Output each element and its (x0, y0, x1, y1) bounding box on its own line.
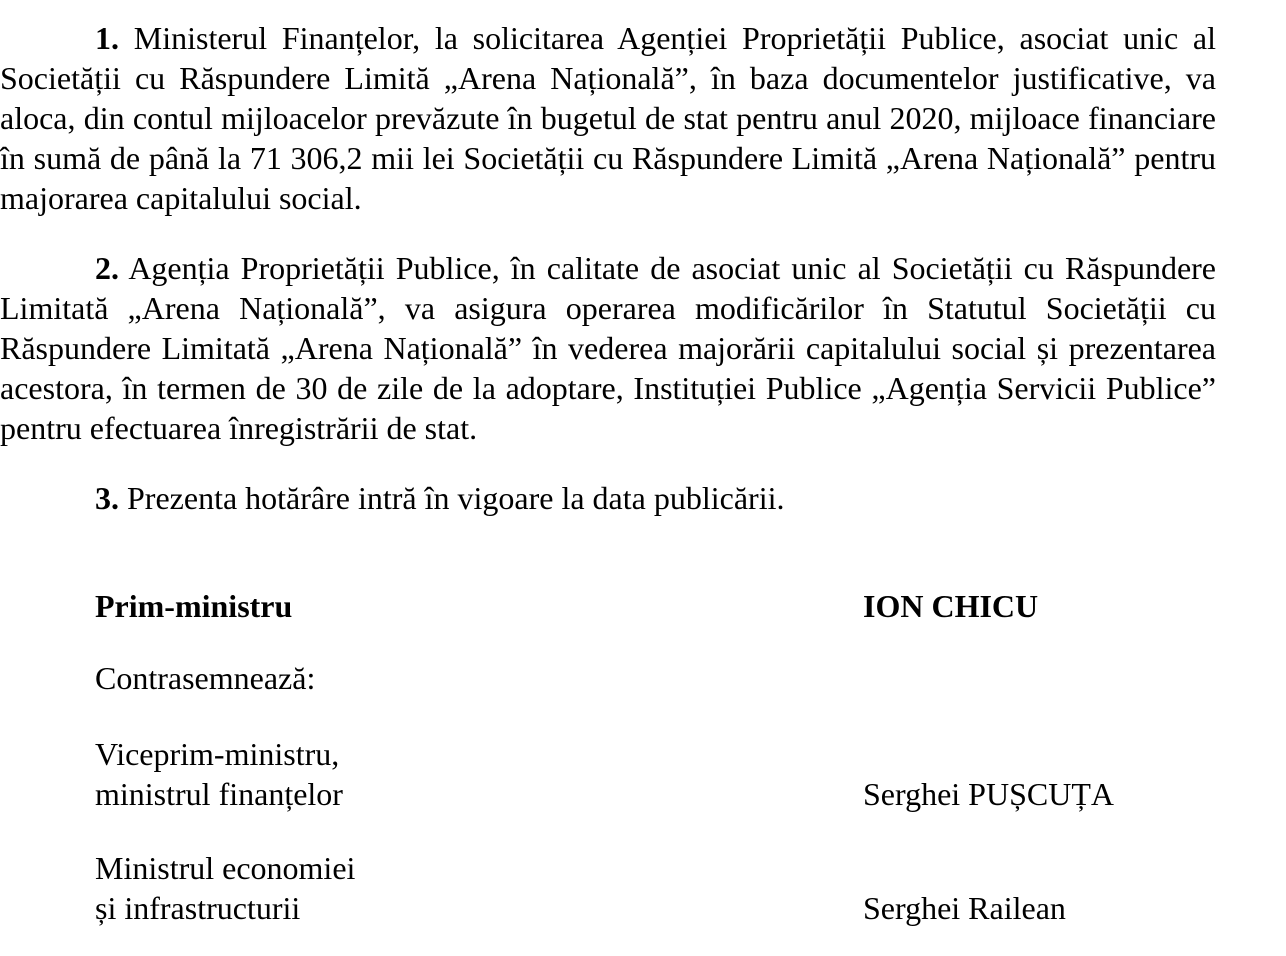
paragraph-1-text: Ministerul Finanțelor, la solicitarea Agenției Proprietății Publice, asociat unic al Societății cu Răspundere Limită „Arena Națională”, în baza documentelor justificative, va aloca, din contul mijloacelor prevăzute în bugetul de stat pentru anul 2020, mijloace financiare în sumă de până la 71 306,2 mii lei Societății cu Răspundere Limită „Arena Națională” pentru majorarea capitalului social. (0, 20, 1217, 216)
paragraph-3-number: 3. (95, 480, 119, 516)
paragraph-3-text: Prezenta hotărâre intră în vigoare la data publicării. (127, 480, 785, 516)
finance-minister-title-line2: ministrul finanțelor (95, 776, 343, 812)
paragraph-1 (0, 18, 1216, 218)
paragraph-3 (0, 478, 1216, 518)
economy-minister-name: Serghei Railean (863, 890, 1066, 926)
economy-minister-title-line1: Ministrul economiei (95, 850, 356, 886)
economy-minister-title-line2: și infrastructurii (95, 890, 301, 926)
paragraph-2-text: Agenția Proprietății Publice, în calitate de asociat unic al Societății cu Răspundere Limitată „Arena Națională”, va asigura operarea modificărilor în Statutul Societății cu Răspundere Limitată „Arena Națională” în vederea majorării capitalului social și prezentarea acestora, în termen de 30 de zile de la adoptare, Instituției Publice „Agenția Servicii Publice” pentru efectuarea înregistrării de stat. (0, 250, 1217, 446)
prime-minister-title: Prim-ministru (95, 588, 293, 624)
prime-minister-name: ION CHICU (863, 588, 1039, 624)
paragraph-1-number: 1. (95, 20, 119, 56)
paragraph-2-number: 2. (95, 250, 119, 286)
paragraph-2 (0, 248, 1216, 448)
finance-minister-name: Serghei PUȘCUȚA (863, 776, 1114, 812)
countersign-label: Contrasemnează: (95, 660, 316, 696)
finance-minister-title-line1: Viceprim-ministru, (95, 736, 340, 772)
